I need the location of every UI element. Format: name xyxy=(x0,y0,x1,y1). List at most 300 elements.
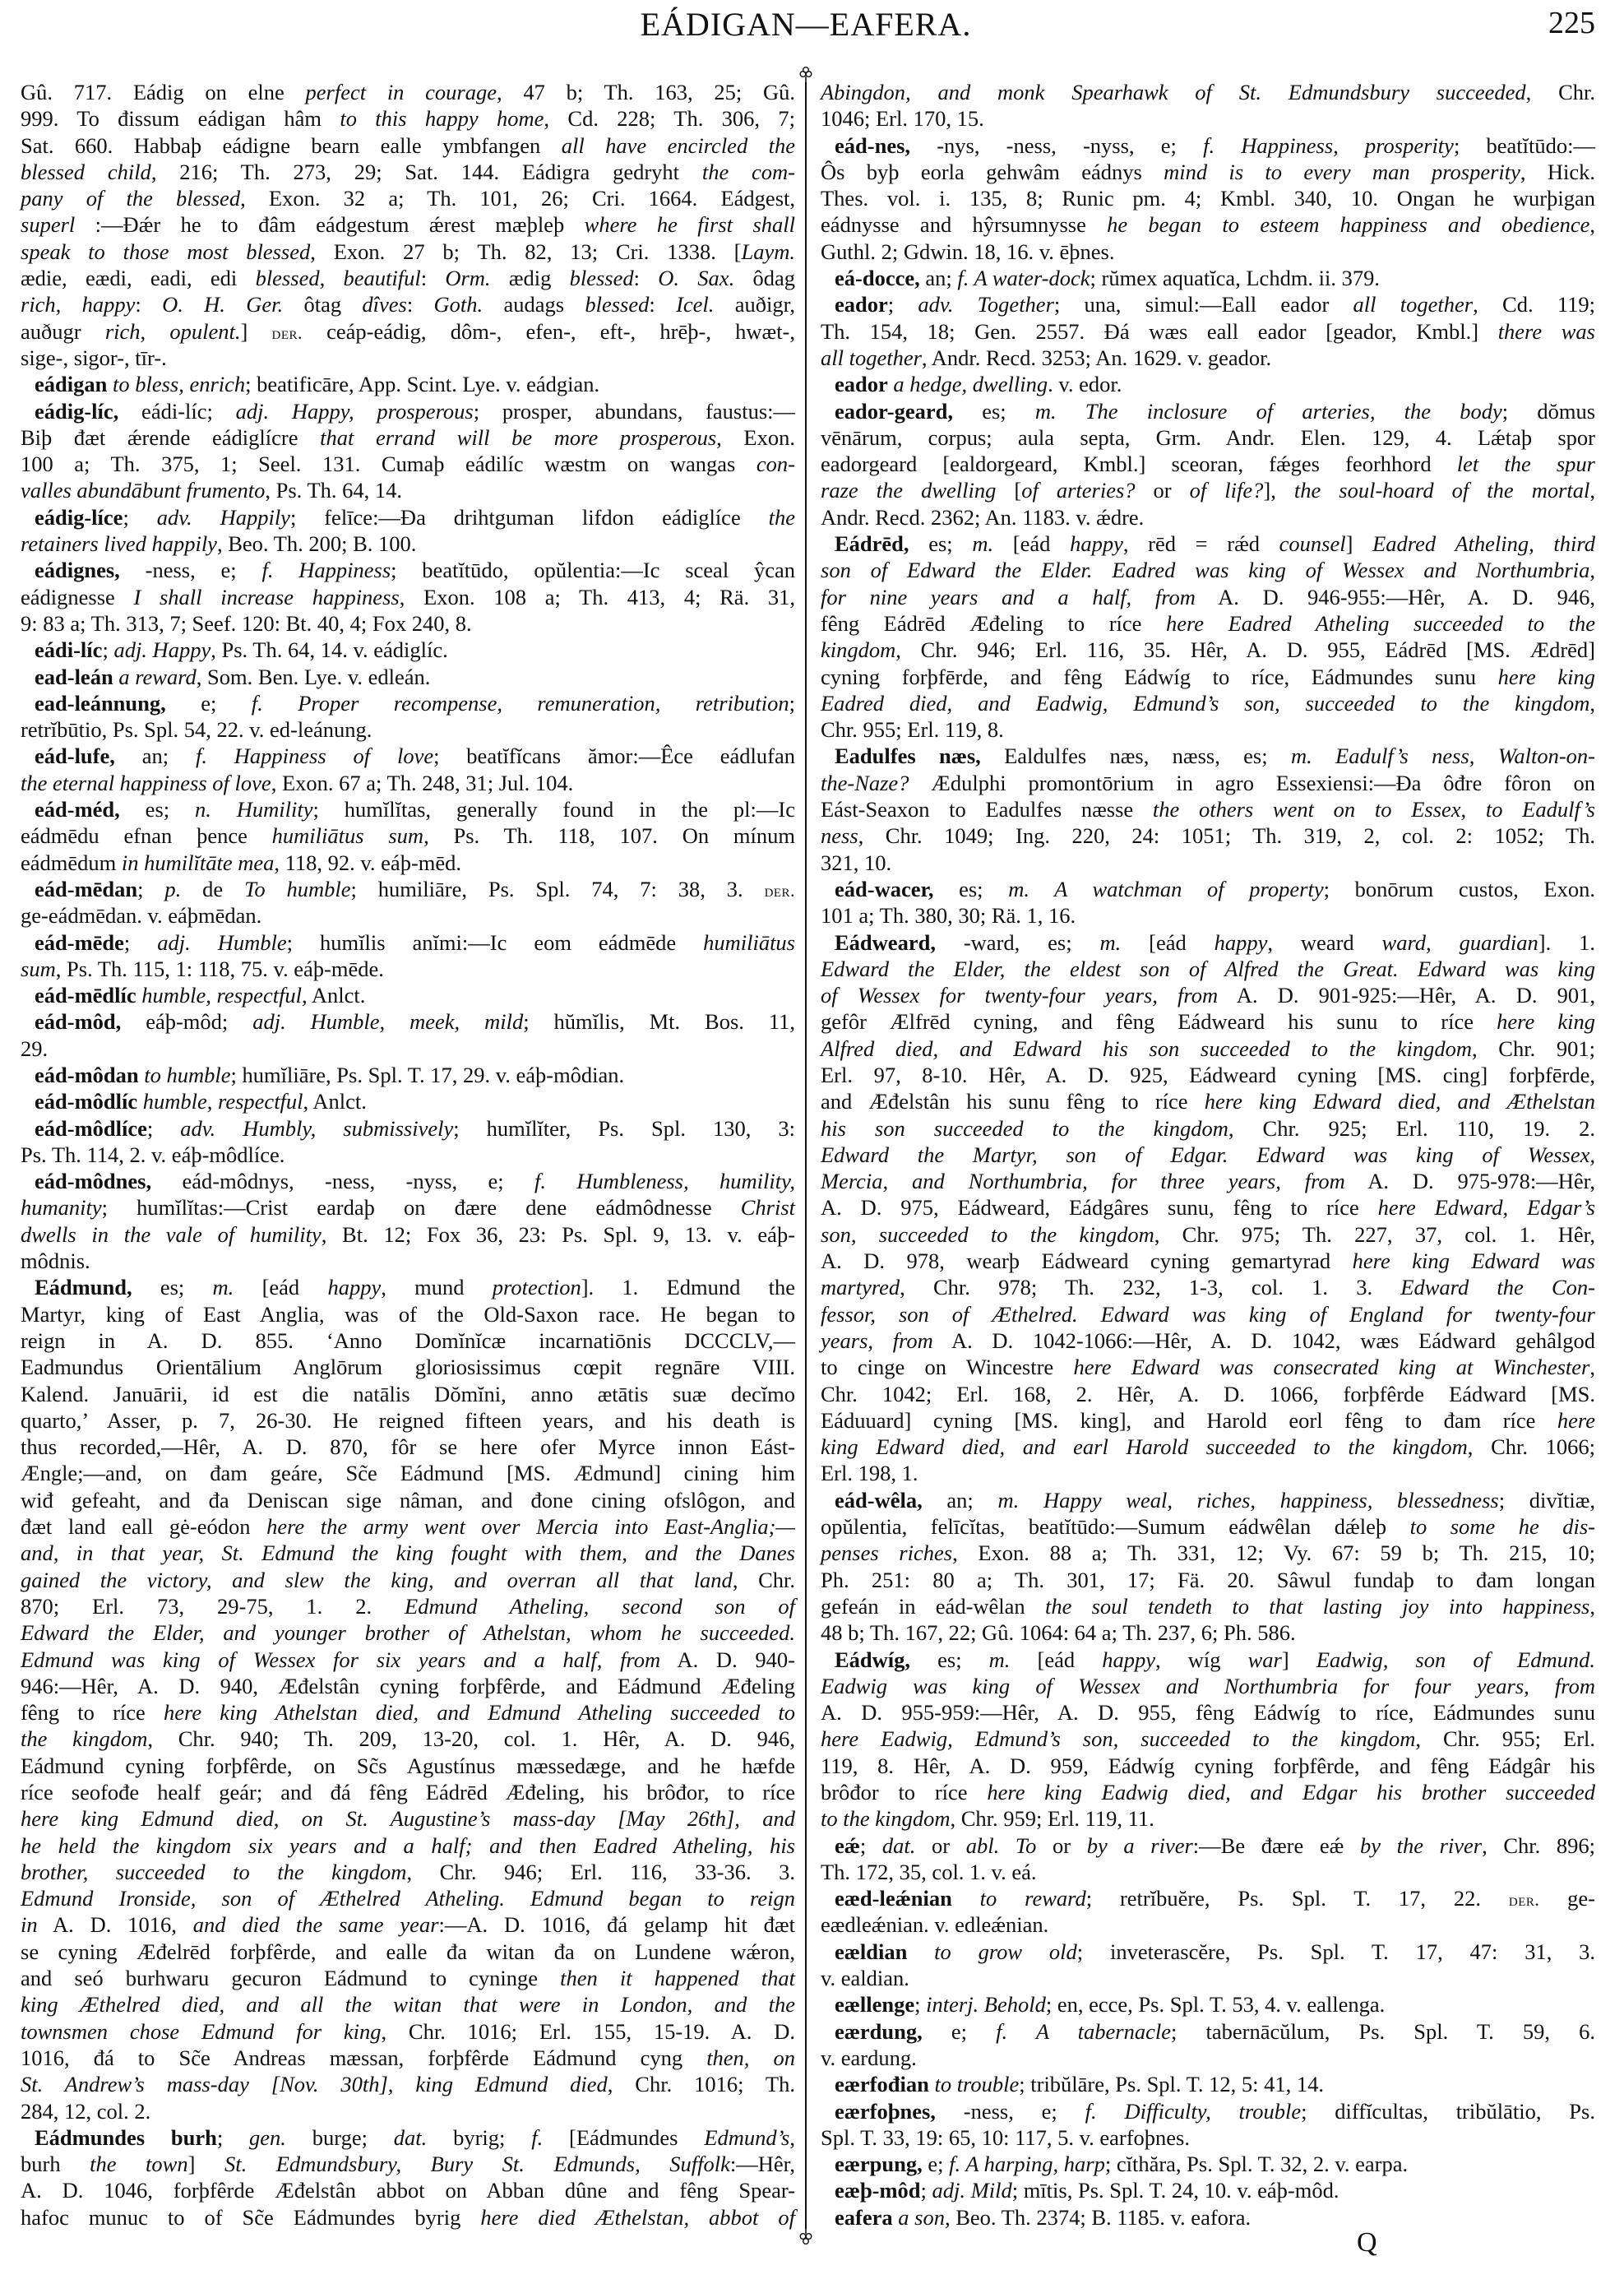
italic-run: the com- xyxy=(701,159,795,184)
text-run: eádnysse and hŷrsumnysse xyxy=(821,212,1108,238)
text-line xyxy=(21,2071,795,2097)
text-run: ; diffĭcultas, tribŭlātio, Ps. xyxy=(1301,2098,1595,2124)
entry-line xyxy=(21,690,795,716)
text-run: reign in A. D. 855. ‘Anno Domĭnĭcæ incarnatiōnis DCCCLV,— xyxy=(21,1327,795,1353)
text-run: , Exon. xyxy=(716,424,795,450)
text-run: , Cd. 119; xyxy=(1473,292,1595,317)
text-line xyxy=(21,956,795,982)
headword: eador-geard, xyxy=(835,398,953,424)
entry-line xyxy=(821,2204,1595,2231)
text-run: [Eádmundes xyxy=(543,2124,705,2150)
text-line xyxy=(821,1567,1595,1593)
italic-run: here died Æthelstan, abbot of xyxy=(480,2204,796,2230)
text-run: and seó burhwaru gecuron Eádmund to cyninge xyxy=(21,1966,561,1991)
headword: eádi-líc xyxy=(35,637,103,663)
text-line xyxy=(21,1673,795,1699)
text-line xyxy=(821,1540,1595,1566)
text-line xyxy=(21,451,795,477)
text-run: ôdag xyxy=(734,266,795,291)
text-run: Gû. 717. Eádig on elne xyxy=(21,80,306,104)
headword: eærpung, xyxy=(835,2152,923,2177)
text-line xyxy=(821,1248,1595,1274)
text-run: es; xyxy=(132,1275,213,1300)
italic-run: gen. xyxy=(249,2124,286,2150)
text-run: , Chr. 940; Th. 209, 13-20, col. 1. Hêr, A. D. 946, xyxy=(147,1726,795,1752)
text-run: -ness, e; xyxy=(935,2098,1085,2124)
italic-run: happy xyxy=(1214,929,1268,955)
text-line xyxy=(21,211,795,238)
text-run: . v. edor. xyxy=(1048,372,1122,397)
entry-line xyxy=(21,982,795,1008)
entry-line xyxy=(21,398,795,424)
text-line xyxy=(821,1035,1595,1062)
text-line xyxy=(21,1301,795,1327)
text-line xyxy=(821,1327,1595,1354)
italic-run: Orm. xyxy=(445,266,491,291)
text-run: ; beatĭfĭcans ămor:—Êce eádlufan xyxy=(433,744,796,769)
text-line xyxy=(821,211,1595,238)
italic-run: dîves xyxy=(362,292,407,317)
text-run: A. D. 1042-1066:—Hêr, A. D. 1042, wæs Eádward gehâlgod xyxy=(932,1327,1595,1353)
italic-run: here king Edmund died, on St. Augustine’s mass-day [May 26th], and xyxy=(21,1806,795,1832)
text-run: ; xyxy=(137,876,165,901)
text-run: ; xyxy=(789,690,795,716)
text-line xyxy=(21,1939,795,1965)
italic-run: perfect in courage xyxy=(305,80,497,104)
text-line xyxy=(821,982,1595,1008)
signature-mark: Q xyxy=(1357,2227,1377,2258)
text-line xyxy=(821,637,1595,663)
text-run: ; beatĭtūdo, opŭlentia:—Ic sceal ŷcan xyxy=(391,558,796,583)
italic-run: here Edward, Edgar’s xyxy=(1377,1195,1595,1221)
entry-line xyxy=(821,1885,1595,1911)
text-run: , Chr. 978; Th. 232, 1-3, col. 1. 3. xyxy=(900,1275,1401,1300)
text-run: eádmēdu efnan þence xyxy=(21,823,272,849)
text-run: eadorgeard [ealdorgeard, Kmbl.] sceoran, fǽges feorhhord xyxy=(821,452,1457,477)
text-line xyxy=(821,796,1595,822)
text-line xyxy=(21,318,795,345)
italic-run: Laym. xyxy=(741,239,795,264)
italic-run: f. Happiness of love xyxy=(195,744,434,769)
headword: eád-mēdan xyxy=(35,876,138,901)
italic-run: penses riches xyxy=(821,1540,953,1566)
italic-run: gained the victory, and slew the king, and overran all that land xyxy=(21,1567,733,1592)
text-run: Erl. 198, 1. xyxy=(821,1461,918,1486)
text-line xyxy=(821,1301,1595,1327)
italic-run: humble, respectful xyxy=(142,1089,303,1114)
italic-run: happy xyxy=(327,1275,382,1300)
italic-run: blessed xyxy=(585,292,650,317)
text-run: 9: 83 a; Th. 313, 7; Seef. 120: Bt. 40, 4; Fox 240, 8. xyxy=(21,610,472,636)
headword: Eádwíg, xyxy=(835,1647,911,1672)
text-run: , Bt. 12; Fox 36, 23: Ps. Spl. 9, 13. v. eáþ- xyxy=(321,1221,796,1247)
text-run: ; humĭliāre, Ps. Spl. T. 17, 29. v. eáþ-môdian. xyxy=(230,1062,625,1087)
text-run: : xyxy=(649,292,677,317)
text-run: Spl. T. 33, 19: 65, 10: 117, 5. v. earfoþnes. xyxy=(821,2124,1190,2150)
text-run: ; xyxy=(887,292,918,317)
text-run: fêng to ríce xyxy=(21,1700,164,1726)
text-run: vēnārum, corpus; aula septa, Grm. Andr. Elen. 129, 4. Lǽtaþ spor xyxy=(821,424,1595,450)
small-caps-run: der. xyxy=(1508,1890,1540,1911)
text-line xyxy=(821,2045,1595,2071)
italic-run: adv. Together xyxy=(918,292,1054,317)
text-run: , Chr. xyxy=(1525,80,1595,104)
text-run: [eád xyxy=(234,1275,328,1300)
running-head-title: EÁDIGAN—EAFERA. xyxy=(640,6,972,43)
text-line xyxy=(21,584,795,610)
italic-run: all have encircled the xyxy=(561,132,795,158)
headword: eádignes, xyxy=(35,558,120,583)
text-line xyxy=(21,2018,795,2045)
text-run: môdnis. xyxy=(21,1248,90,1274)
text-run: , Ps. Th. 64, 14. xyxy=(265,478,403,503)
text-run: retrĭbūtio, Ps. Spl. 54, 22. v. ed-leánung. xyxy=(21,717,372,743)
italic-run: the others went on to Essex, to Eadulf’s xyxy=(1152,797,1595,822)
text-run: Ealdulfes næs, næss, es; xyxy=(980,744,1291,769)
text-run: wiđ gefeaht, and đa Deniscan sige nâman, and đone cining ofslôgon, and xyxy=(21,1487,795,1513)
headword: eador xyxy=(835,292,888,317)
italic-run: f. Humbleness, humility, xyxy=(534,1169,795,1194)
text-run: 100 a; Th. 375, 1; Seel. 131. Cumaþ eádilíc wæstm on wangas xyxy=(21,452,756,477)
italic-run: Edmund’s xyxy=(704,2124,790,2150)
text-line xyxy=(21,2045,795,2071)
text-run: -nys, -ness, -nyss, e; xyxy=(910,132,1204,158)
text-run: Andr. Recd. 2362; An. 1183. v. ǽdre. xyxy=(821,504,1145,530)
headword: Eádmund, xyxy=(35,1275,132,1300)
text-line xyxy=(21,610,795,637)
text-run: , Andr. Recd. 3253; An. 1629. v. geador. xyxy=(921,345,1272,370)
text-run: A. D. 946-955:—Hêr, A. D. 946, xyxy=(1195,584,1595,609)
italic-run: f. A harping, harp xyxy=(949,2152,1105,2177)
text-run: Thes. vol. i. 135, 8; Runic pm. 4; Kmbl. 340, 10. Ongan he wurþigan xyxy=(821,186,1595,211)
text-run: , Chr. 946; Erl. 116, 33-36. 3. xyxy=(406,1859,795,1884)
italic-run: m. Happy weal, riches, happiness, blessedness xyxy=(997,1487,1499,1513)
text-run: ]. 1. xyxy=(1538,929,1595,955)
italic-run: counsel xyxy=(1279,531,1346,557)
text-run: , Anlct. xyxy=(302,983,366,1008)
italic-run: in humilĭtāte mea xyxy=(121,850,275,875)
text-line xyxy=(821,770,1595,796)
italic-run: adj. Happy, prosperous xyxy=(235,398,474,424)
headword: eád-mēde xyxy=(35,929,124,955)
headword: eafera xyxy=(835,2204,893,2230)
entry-line xyxy=(821,371,1595,397)
text-run: Martyr, king of East Anglia, was of the Old-Saxon race. He began to xyxy=(21,1301,795,1327)
text-line xyxy=(821,1699,1595,1726)
entry-line xyxy=(821,929,1595,956)
text-run: , Exon. 32 a; Th. 101, 26; Cri. 1664. Eádgest, xyxy=(240,186,795,211)
text-line xyxy=(821,1753,1595,1779)
text-run: -ness, e; xyxy=(119,558,262,583)
italic-run: Eadred Atheling, third xyxy=(1372,531,1595,557)
text-run: ] xyxy=(240,318,272,344)
italic-run: m. xyxy=(988,1647,1011,1672)
text-run: , Ps. Th. 115, 1: 118, 75. v. eáþ-mēde. xyxy=(55,956,384,981)
italic-run: m. xyxy=(1099,929,1122,955)
text-run: 48 b; Th. 167, 22; Gû. 1064: 64 a; Th. 237, 6; Ph. 586. xyxy=(821,1620,1296,1646)
italic-run: his son succeeded to the kingdom xyxy=(821,1115,1228,1141)
text-run: [eád xyxy=(993,531,1071,557)
text-run: Eadmundus Orientālium Anglōrum gloriosissimus cœpit regnāre VIII. xyxy=(21,1355,795,1380)
italic-run: there was xyxy=(1497,318,1595,344)
text-line xyxy=(821,1805,1595,1832)
italic-run: here the army went over Mercia into East-Anglia;— xyxy=(266,1514,795,1540)
italic-run: blessed, beautiful xyxy=(255,266,421,291)
headword: eæþ-môd xyxy=(835,2178,921,2203)
text-run: , Chr. 1016; Th. xyxy=(607,2072,795,2097)
italic-run: years, from xyxy=(821,1327,933,1353)
italic-run: and, in that year, St. Edmund the king fought with them, and the Danes xyxy=(21,1540,795,1566)
text-run: A. D. 975-978:—Hêr, xyxy=(1344,1169,1596,1194)
text-line xyxy=(21,1647,795,1673)
text-line xyxy=(821,318,1595,345)
headword: eád-môdlíc xyxy=(35,1089,138,1114)
italic-run: by the river xyxy=(1359,1832,1483,1858)
text-run: thus recorded,—Hêr, A. D. 870, fôr se here ofer Myrce innon Eást- xyxy=(21,1434,795,1460)
text-line xyxy=(21,770,795,796)
text-run: hafoc munuc to of Sc̃e Eádmundes byrig xyxy=(21,2204,481,2230)
text-run: eád-môdnys, -ness, -nyss, e; xyxy=(151,1169,535,1194)
italic-run: f. A water-dock xyxy=(957,266,1090,291)
text-run: , weard xyxy=(1267,929,1382,955)
text-line xyxy=(821,1965,1595,1991)
italic-run: to reward xyxy=(979,1886,1086,1911)
headword: eád-môd, xyxy=(35,1009,122,1035)
italic-run: then, on xyxy=(706,2045,796,2070)
entry-line xyxy=(21,2124,795,2151)
text-run: ædie, eædi, eadi, edi xyxy=(21,266,256,291)
text-line xyxy=(821,1619,1595,1646)
entry-line xyxy=(821,1487,1595,1513)
text-run: -ward, es; xyxy=(935,929,1100,955)
text-line xyxy=(21,345,795,371)
text-line xyxy=(821,1911,1595,1938)
italic-run: Edward the Elder, and younger brother of Athelstan, whom he succeeded. xyxy=(21,1620,795,1646)
italic-run: here king Athelstan died, and Edmund Atheling succeeded to xyxy=(164,1700,796,1726)
text-run: es; xyxy=(119,797,196,822)
text-run: ge-eádmēdan. v. eáþmēdan. xyxy=(21,903,262,929)
text-run: Sat. 660. Habbaþ eádigne bearn ealle ymbfangen xyxy=(21,132,562,158)
text-run: A. D. 978, wearþ Eádweard cyning gemartyrad xyxy=(821,1248,1353,1274)
italic-run: the eternal happiness of love xyxy=(21,770,271,795)
italic-run: rich, opulent. xyxy=(104,318,241,344)
text-run: , Som. Ben. Lye. v. edleán. xyxy=(196,664,431,689)
trefoil-ornament-icon xyxy=(798,66,814,86)
italic-run: adv. Happily xyxy=(156,504,290,530)
entry-line xyxy=(821,2151,1595,2177)
text-run: Ph. 251: 80 a; Th. 301, 17; Fä. 20. Sâwul fundaþ to đam longan xyxy=(821,1567,1595,1592)
italic-run: f. A tabernacle xyxy=(996,2018,1171,2044)
text-run: , xyxy=(1589,1355,1595,1380)
text-run: 101 a; Th. 380, 30; Rä. 1, 16. xyxy=(821,903,1076,929)
text-line xyxy=(21,185,795,211)
italic-run: mind is to every man prosperity xyxy=(1164,159,1520,184)
entry-line xyxy=(21,796,795,822)
italic-run: to some he dis- xyxy=(1409,1514,1595,1540)
text-run: ceáp-eádig, dôm-, efen-, eft-, hrēþ-, hwæt-, xyxy=(302,318,796,344)
text-run: eádignesse xyxy=(21,584,134,609)
text-run: an; xyxy=(919,266,958,291)
italic-run: m. The inclosure of arteries, the body xyxy=(1034,398,1502,424)
italic-run: let the spur xyxy=(1456,452,1595,477)
text-run: v. eardung. xyxy=(821,2045,917,2070)
text-run: de xyxy=(181,876,245,901)
text-run: , xyxy=(1589,478,1596,503)
italic-run: martyred xyxy=(821,1275,900,1300)
italic-run: f. Happiness xyxy=(261,558,391,583)
text-line xyxy=(821,716,1595,743)
text-run: eádi-líc; xyxy=(118,398,236,424)
text-line xyxy=(821,1593,1595,1619)
italic-run: in xyxy=(21,1912,38,1938)
text-run: ; dŏmus xyxy=(1501,398,1596,424)
text-line xyxy=(21,105,795,132)
text-run: , Chr. 1016; Erl. 155, 15-19. A. D. xyxy=(381,2018,795,2044)
text-run: ; xyxy=(123,504,157,530)
text-run: Th. 154, 18; Gen. 2557. Đá wæs eall eador [geador, Kmbl.] xyxy=(821,318,1498,344)
text-run: Eáduuard] cyning [MS. king], and Harold eorl fêng to đam ríce xyxy=(821,1407,1557,1433)
headword: eád-môdan xyxy=(35,1062,139,1087)
italic-run: adj. Humble, meek, mild xyxy=(252,1009,524,1035)
text-run: ; cĭthăra, Ps. Spl. T. 32, 2. v. earpa. xyxy=(1104,2152,1409,2177)
text-run: , Chr. 946; Erl. 116, 35. Hêr, A. D. 955, Eádrēd [MS. Ædrēd] xyxy=(895,637,1595,663)
text-run: and Æđelstân his sunu fêng to ríce xyxy=(821,1089,1205,1114)
text-line xyxy=(21,1885,795,1911)
text-run: ; xyxy=(914,1992,927,2018)
italic-run: for nine years and a half, from xyxy=(821,584,1196,609)
text-run: ; xyxy=(859,1832,882,1858)
text-run: , Ps. Th. 64, 14. v. eádiglíc. xyxy=(211,637,448,663)
text-line xyxy=(821,1062,1595,1088)
headword: eádig-líce xyxy=(35,504,123,530)
text-run: [eád xyxy=(1010,1647,1103,1672)
text-run: , 118, 92. v. eáþ-mēd. xyxy=(274,850,462,875)
headword: eærdung, xyxy=(835,2018,923,2044)
headword: eád-wacer, xyxy=(835,876,934,901)
text-run: :—A. D. 1016, đá gelamp hit đæt xyxy=(438,1912,795,1938)
text-run: ; inveterascĕre, Ps. Spl. T. 17, 47: 31, 3. xyxy=(1076,1939,1595,1964)
text-run: es; xyxy=(953,398,1035,424)
italic-run: the soul tendeth to that lasting joy into happiness xyxy=(1044,1593,1590,1619)
italic-run: king Æthelred died, and all the witan that were in London, and the xyxy=(21,1992,795,2018)
text-run: ; xyxy=(920,2178,932,2203)
text-run: ; xyxy=(146,1115,181,1141)
italic-run: the xyxy=(768,504,795,530)
italic-run: Edward the Con- xyxy=(1400,1275,1595,1300)
text-line xyxy=(21,850,795,876)
italic-run: the town xyxy=(90,2152,188,2177)
text-run: eáþ-môd; xyxy=(121,1009,253,1035)
text-run: , mund xyxy=(381,1275,493,1300)
italic-run: O. Sax. xyxy=(658,266,735,291)
italic-run: brother, succeeded to the kingdom xyxy=(21,1859,407,1884)
italic-run: Eadred died, and Eadwig, Edmund’s son, succeeded to the kingdom xyxy=(821,690,1590,716)
text-line xyxy=(21,2098,795,2124)
text-run: , Cd. 228; Th. 306, 7; xyxy=(544,106,795,132)
text-run: ; xyxy=(216,2124,250,2150)
italic-run: to grow old xyxy=(934,1939,1077,1964)
text-line xyxy=(21,1248,795,1274)
text-line xyxy=(821,690,1595,716)
text-run: :—Hêr, xyxy=(729,2152,796,2177)
text-run: ; hŭmĭlis, Mt. Bos. 11, xyxy=(523,1009,795,1035)
italic-run: humble, respectful xyxy=(141,983,303,1008)
italic-run: superl xyxy=(21,212,76,238)
headword: eǽ xyxy=(835,1832,860,1858)
text-run: , Exon. 67 a; Th. 248, 31; Jul. 104. xyxy=(271,770,574,795)
text-run: ; tribŭlāre, Ps. Spl. T. 12, 5: 41, 14. xyxy=(1019,2072,1325,2097)
italic-run: son of Edward the Elder. Eadred was king of Wessex and Northumbria, xyxy=(821,558,1595,583)
small-caps-run: der. xyxy=(271,322,303,343)
headword: eæd-leǽnian xyxy=(835,1886,952,1911)
italic-run: Eadwig was king of Wessex and Northumbria for four years, from xyxy=(821,1673,1595,1698)
headword: eærfođian xyxy=(835,2072,929,2097)
text-line xyxy=(21,1460,795,1486)
text-run: 119, 8. Hêr, A. D. 959, Eádwíg cyning forþfêrde, and fêng Eádgâr his xyxy=(821,1753,1595,1778)
small-caps-run: der. xyxy=(764,880,795,901)
italic-run: of Wessex for twenty-four years, from xyxy=(821,983,1219,1008)
headword: eællenge xyxy=(835,1992,915,2018)
text-line xyxy=(21,1991,795,2018)
text-run: [ xyxy=(996,478,1022,503)
italic-run: humiliātus xyxy=(703,929,795,955)
text-run: ; humĭlĭter, Ps. Spl. 130, 3: xyxy=(453,1115,795,1141)
text-run: ; humĭlĭtas, generally found in the pl:—Ic xyxy=(312,797,795,822)
text-run: , xyxy=(1589,212,1595,238)
text-run: , Exon. 108 a; Th. 413, 4; Rä. 31, xyxy=(399,584,796,609)
italic-run: protection xyxy=(492,1275,581,1300)
text-run: : xyxy=(135,292,163,317)
text-run: Eádmund cyning forþfêrde, on Sc̃s Agustínus mæssedæge, and he hæfde xyxy=(21,1753,795,1778)
text-run: ] xyxy=(187,2152,224,2177)
text-line xyxy=(21,1779,795,1805)
text-line xyxy=(21,265,795,291)
text-line xyxy=(21,1487,795,1513)
text-run: Erl. 97, 8-10. Hêr, A. D. 925, Eádweard cyning [MS. cing] forþfērde, xyxy=(821,1062,1595,1087)
text-line xyxy=(821,1407,1595,1434)
entry-line xyxy=(821,291,1595,317)
text-run: fêng Eádrēd Æđeling to ríce xyxy=(821,610,1166,636)
italic-run: Christ xyxy=(740,1195,795,1221)
text-run: Th. 172, 35, col. 1. v. eá. xyxy=(821,1859,1037,1884)
text-run: , Chr. 1049; Ing. 220, 24: 1051; Th. 319, 2, col. 2: 1052; Th. xyxy=(858,823,1595,849)
text-run: ; humĭlis anĭmi:—Ic eom eádmēde xyxy=(286,929,704,955)
text-run: , xyxy=(1589,1593,1595,1619)
text-run: e; xyxy=(922,2018,997,2044)
text-line xyxy=(21,1965,795,1991)
text-line xyxy=(821,1673,1595,1699)
text-line xyxy=(21,1407,795,1434)
text-run xyxy=(107,372,113,396)
text-line xyxy=(821,1460,1595,1486)
text-run: ; tabernācŭlum, Ps. Spl. T. 59, 6. xyxy=(1170,2018,1596,2044)
text-line xyxy=(821,1513,1595,1540)
italic-run: townsmen chose Edmund for king xyxy=(21,2018,382,2044)
text-line xyxy=(21,822,795,849)
text-line xyxy=(821,1008,1595,1035)
text-run: , Exon. 88 a; Th. 331, 12; Vy. 67: 59 b; Th. 215, 10; xyxy=(952,1540,1595,1566)
italic-run: happy xyxy=(1102,1647,1155,1672)
entry-line xyxy=(21,743,795,769)
text-run: [eád xyxy=(1121,929,1215,955)
text-run: ; humĭlĭtas:—Crist eardaþ on đære dene eádmôdnesse xyxy=(101,1195,741,1221)
text-line xyxy=(21,2151,795,2177)
headword: eældian xyxy=(835,1939,908,1964)
italic-run: to humble xyxy=(144,1062,231,1087)
italic-run: f. Happiness, prosperity xyxy=(1203,132,1454,158)
italic-run: here Eadred Atheling succeeded to the xyxy=(1165,610,1595,636)
text-run: Ps. Th. 114, 2. v. eáþ-môdlíce. xyxy=(21,1142,285,1167)
